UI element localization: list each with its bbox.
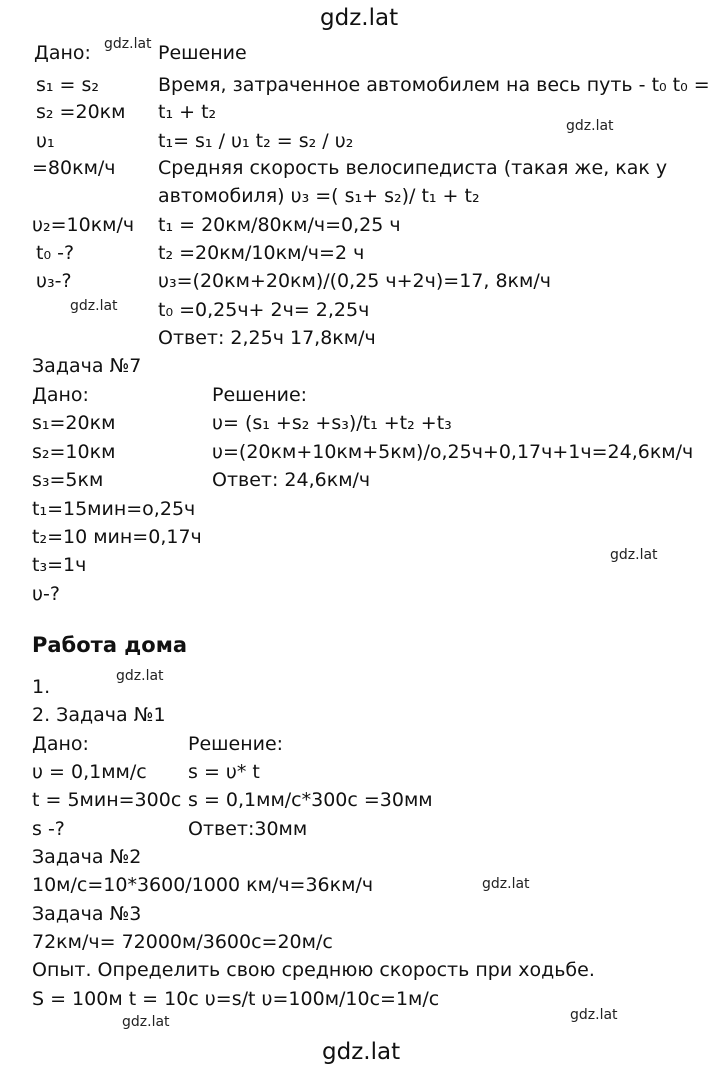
solution-line: s = υ* t <box>188 761 260 783</box>
solution-line: υ₃=(20км+20км)/(0,25 ч+2ч)=17, 8км/ч <box>158 270 551 292</box>
solution-line: t₂ =20км/10км/ч=2 ч <box>158 242 365 264</box>
given-line: υ₃-? <box>36 270 72 292</box>
given-line: υ₂=10км/ч <box>32 214 135 236</box>
given-label: Дано: <box>34 42 91 64</box>
given-label: Дано: <box>32 384 89 406</box>
solution-line: t₀ =0,25ч+ 2ч= 2,25ч <box>158 299 370 321</box>
solution-line: Средняя скорость велосипедиста (такая же, как у <box>158 157 668 179</box>
answer-line: Ответ: 24,6км/ч <box>212 469 371 491</box>
watermark: gdz.lat <box>570 1007 618 1023</box>
solution-line: автомобиля) υ₃ =( s₁+ s₂)/ t₁ + t₂ <box>158 185 480 207</box>
watermark-top: gdz.lat <box>320 5 399 31</box>
problem-title: Задача №7 <box>32 355 142 377</box>
problem-title: Задача №2 <box>32 846 142 868</box>
list-item: 1. <box>32 676 51 698</box>
solution-line: υ=(20км+10км+5км)/о,25ч+0,17ч+1ч=24,6км/ч <box>212 441 694 463</box>
watermark: gdz.lat <box>70 298 118 314</box>
solution-line: Время, затраченное автомобилем на весь путь - t₀ t₀ = <box>158 74 710 96</box>
watermark: gdz.lat <box>482 876 530 892</box>
given-line: s₂ =20км <box>36 101 126 123</box>
given-line: t₀ -? <box>36 242 75 264</box>
watermark: gdz.lat <box>566 118 614 134</box>
solution-line: υ= (s₁ +s₂ +s₃)/t₁ +t₂ +t₃ <box>212 412 452 434</box>
solution-line: 72км/ч= 72000м/3600с=20м/с <box>32 931 333 953</box>
section-heading: Работа дома <box>32 633 188 657</box>
given-line: s₁ = s₂ <box>36 74 100 96</box>
given-line: υ-? <box>32 583 60 605</box>
experiment-line: Опыт. Определить свою среднюю скорость при ходьбе. <box>32 959 595 981</box>
watermark: gdz.lat <box>122 1014 170 1030</box>
answer-line: Ответ: 2,25ч 17,8км/ч <box>158 327 376 349</box>
watermark-bottom: gdz.lat <box>322 1039 401 1065</box>
answer-line: Ответ:30мм <box>188 818 308 840</box>
given-line: s₃=5км <box>32 469 104 491</box>
given-line: s₂=10км <box>32 441 116 463</box>
given-line: s -? <box>32 818 65 840</box>
solution-line: t₁ = 20км/80км/ч=0,25 ч <box>158 214 401 236</box>
list-item: 2. Задача №1 <box>32 704 166 726</box>
watermark: gdz.lat <box>610 547 658 563</box>
solution-line: 10м/с=10*3600/1000 км/ч=36км/ч <box>32 874 374 896</box>
solution-label: Решение <box>158 42 247 64</box>
given-line: t = 5мин=300с <box>32 789 182 811</box>
experiment-calc: S = 100м t = 10с υ=s/t υ=100м/10с=1м/с <box>32 988 440 1010</box>
solution-label: Решение: <box>212 384 308 406</box>
solution-label: Решение: <box>188 733 284 755</box>
watermark: gdz.lat <box>116 668 164 684</box>
problem-title: Задача №3 <box>32 903 142 925</box>
given-line: υ = 0,1мм/с <box>32 761 147 783</box>
given-line: t₁=15мин=о,25ч <box>32 498 196 520</box>
solution-line: t₁ + t₂ <box>158 101 217 123</box>
given-line: t₂=10 мин=0,17ч <box>32 526 202 548</box>
given-label: Дано: <box>32 733 89 755</box>
given-line: s₁=20км <box>32 412 116 434</box>
watermark: gdz.lat <box>104 36 152 52</box>
solution-line: s = 0,1мм/с*300с =30мм <box>188 789 433 811</box>
given-line: =80км/ч <box>32 157 116 179</box>
given-line: υ₁ <box>36 130 55 152</box>
solution-line: t₁= s₁ / υ₁ t₂ = s₂ / υ₂ <box>158 130 354 152</box>
given-line: t₃=1ч <box>32 554 87 576</box>
